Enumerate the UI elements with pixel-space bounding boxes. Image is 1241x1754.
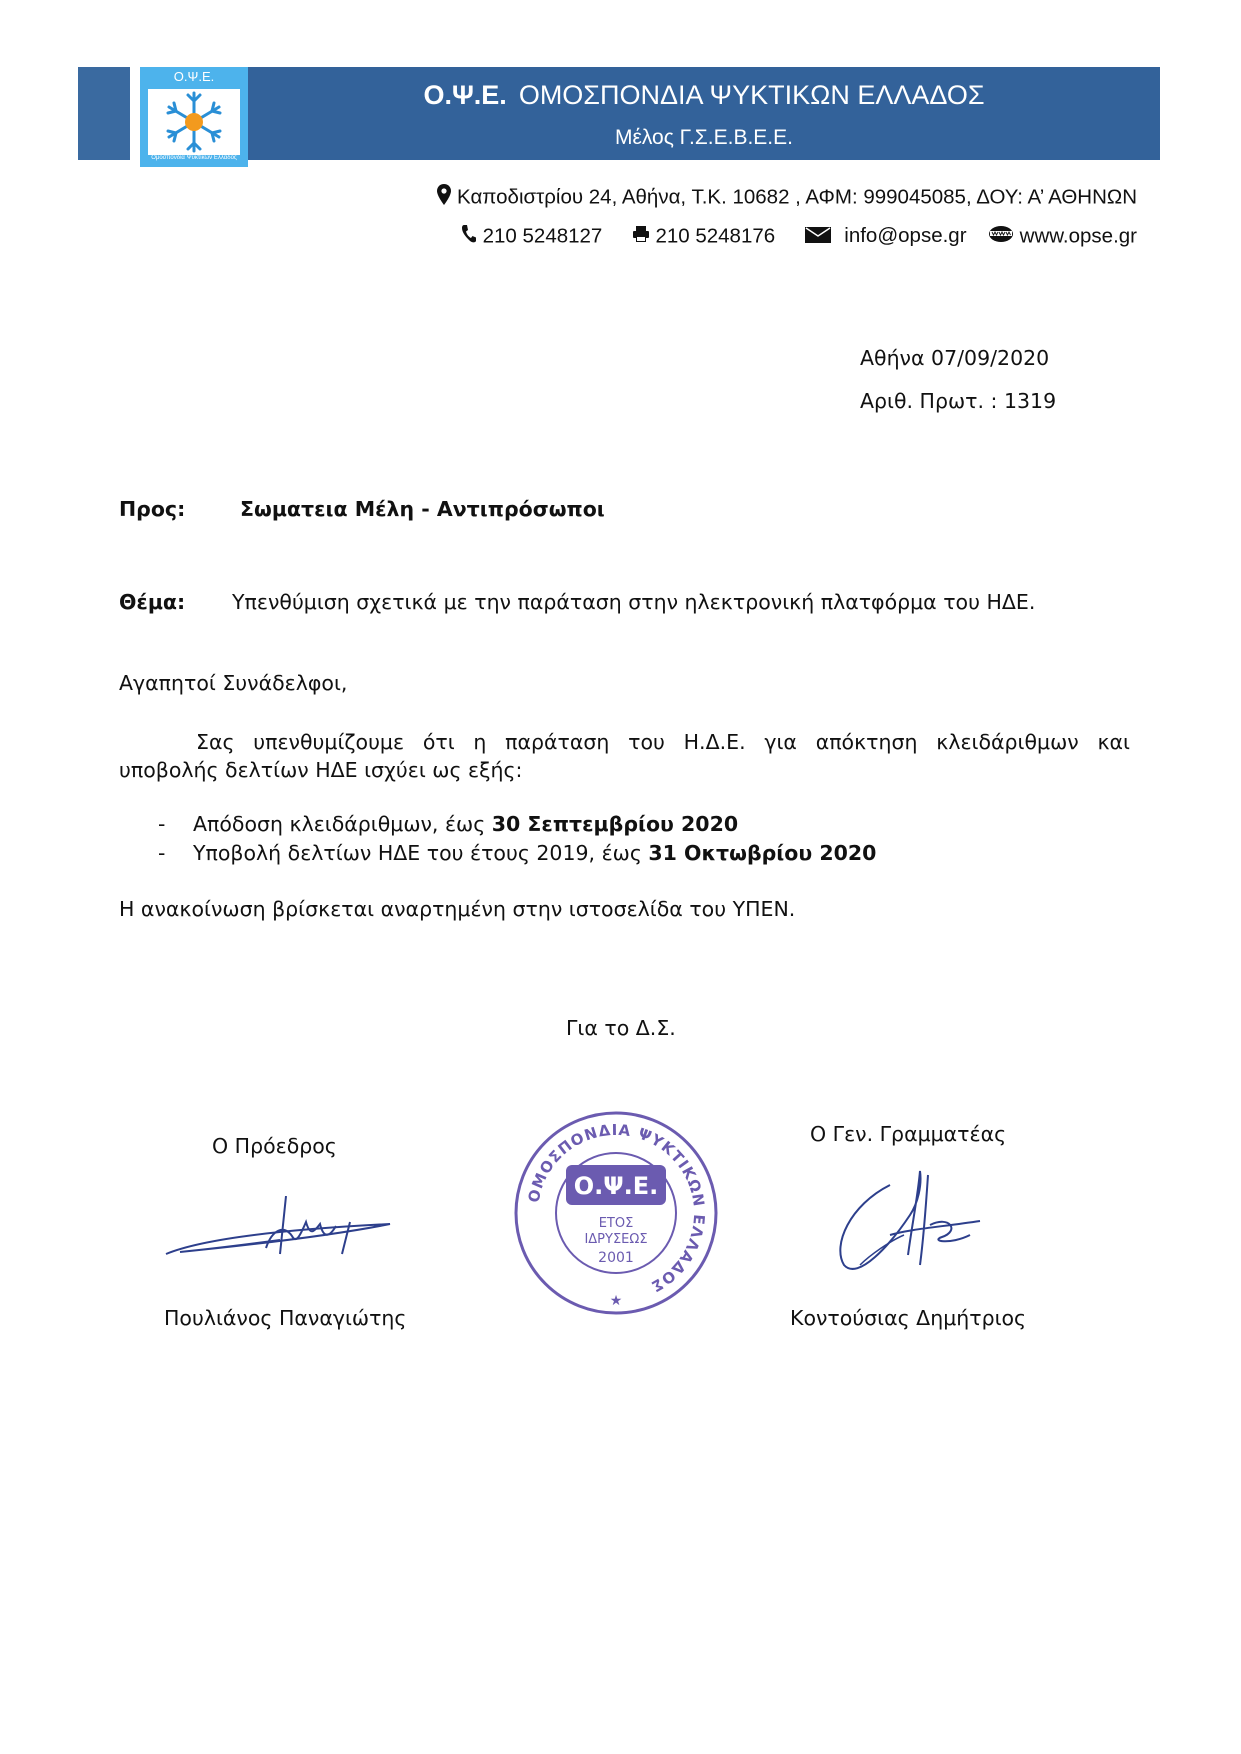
address-text: Καποδιστρίου 24, Αθήνα, Τ.Κ. 10682 , ΑΦΜ: 999045085, ΔΟΥ: Α’ ΑΘΗΝΩΝ [457,185,1137,209]
for-board: Για το Δ.Σ. [566,1016,676,1040]
star-icon: ★ [609,1293,623,1309]
phone-number: 210 5248127 [482,224,603,248]
logo [140,67,248,167]
logo-title: Ο.Ψ.Ε. [173,69,215,84]
web-icon [988,225,1014,249]
paragraph-line-1: Σας υπενθυμίζουμε ότι η παράταση του Η.Δ.Ε. για απόκτηση κλειδάριθμων και [196,730,1130,754]
snowflake-icon [148,89,240,155]
greeting: Αγαπητοί Συνάδελφοι, [119,671,348,695]
subject-label: Θέμα: [119,590,186,614]
org-member: Μέλος Γ.Σ.Ε.Β.Ε.Ε. [615,126,793,149]
contact-line [461,224,1137,250]
stamp-year: 2001 [598,1250,634,1266]
stamp-line-2: ΙΔΡΥΣΕΩΣ [584,1232,648,1247]
address-line [437,184,1137,212]
stamp-line-1: ΕΤΟΣ [598,1216,634,1231]
header-band-left [78,67,130,160]
org-title [248,80,1160,111]
fax-icon [632,225,650,249]
president-name: Πουλιάνος Παναγιώτης [164,1306,407,1330]
organization-stamp [508,1105,724,1325]
announcement: Η ανακοίνωση βρίσκεται αναρτημένη στην ιστοσελίδα του ΥΠΕΝ. [119,897,796,921]
website-link[interactable]: www.opse.gr [1019,224,1137,248]
secretary-signature [830,1165,1000,1289]
recipient-value: Σωματεια Μέλη - Αντιπρόσωποι [240,497,605,521]
logo-caption: Ομοσπονδία Ψυκτικών Ελλάδος [151,155,237,161]
list-item [193,812,738,836]
list-item-deadline: 31 Οκτωβρίου 2020 [648,841,877,865]
list-item-text: Απόδοση κλειδάριθμων, έως [193,812,492,836]
list-item-text: Υποβολή δελτίων ΗΔΕ του έτους 2019, έως [193,841,649,865]
president-title: Ο Πρόεδρος [212,1134,337,1158]
org-name: ΟΜΟΣΠΟΝΔΙΑ ΨΥΚΤΙΚΩΝ ΕΛΛΑΔΟΣ [518,80,985,110]
phone-icon [461,224,477,250]
stamp-center: Ο.Ψ.Ε. [573,1172,659,1200]
paragraph-line-2: υποβολής δελτίων ΗΔΕ ισχύει ως εξής: [119,758,523,782]
fax-number: 210 5248176 [655,224,776,248]
org-abbr: Ο.Ψ.Ε. [423,80,507,110]
subject-value: Υπενθύμιση σχετικά με την παράταση στην ηλεκτρονική πλατφόρμα του ΗΔΕ. [232,590,1036,614]
list-item [193,841,876,865]
protocol-number: Αριθ. Πρωτ. : 1319 [860,389,1057,413]
mail-icon [805,225,831,249]
recipient-label: Προς: [119,497,186,521]
map-pin-icon [437,184,451,212]
email-link[interactable]: info@opse.gr [844,224,967,248]
secretary-name: Κοντούσιας Δημήτριος [790,1306,1027,1330]
secretary-title: Ο Γεν. Γραμματέας [810,1122,1007,1146]
president-signature [160,1196,400,1270]
list-item-dash: - [158,812,166,836]
stamp-ring-text: ΟΜΟΣΠΟΝΔΙΑ ΨΥΚΤΙΚΩΝ ΕΛΛΑΔΟΣ [524,1120,709,1296]
list-item-deadline: 30 Σεπτεμβρίου 2020 [491,812,739,836]
list-item-dash: - [158,841,166,865]
letter-date: Αθήνα 07/09/2020 [860,346,1050,370]
svg-text:ΟΜΟΣΠΟΝΔΙΑ ΨΥΚΤΙΚΩΝ ΕΛΛΑΔΟΣ [525,1121,709,1296]
